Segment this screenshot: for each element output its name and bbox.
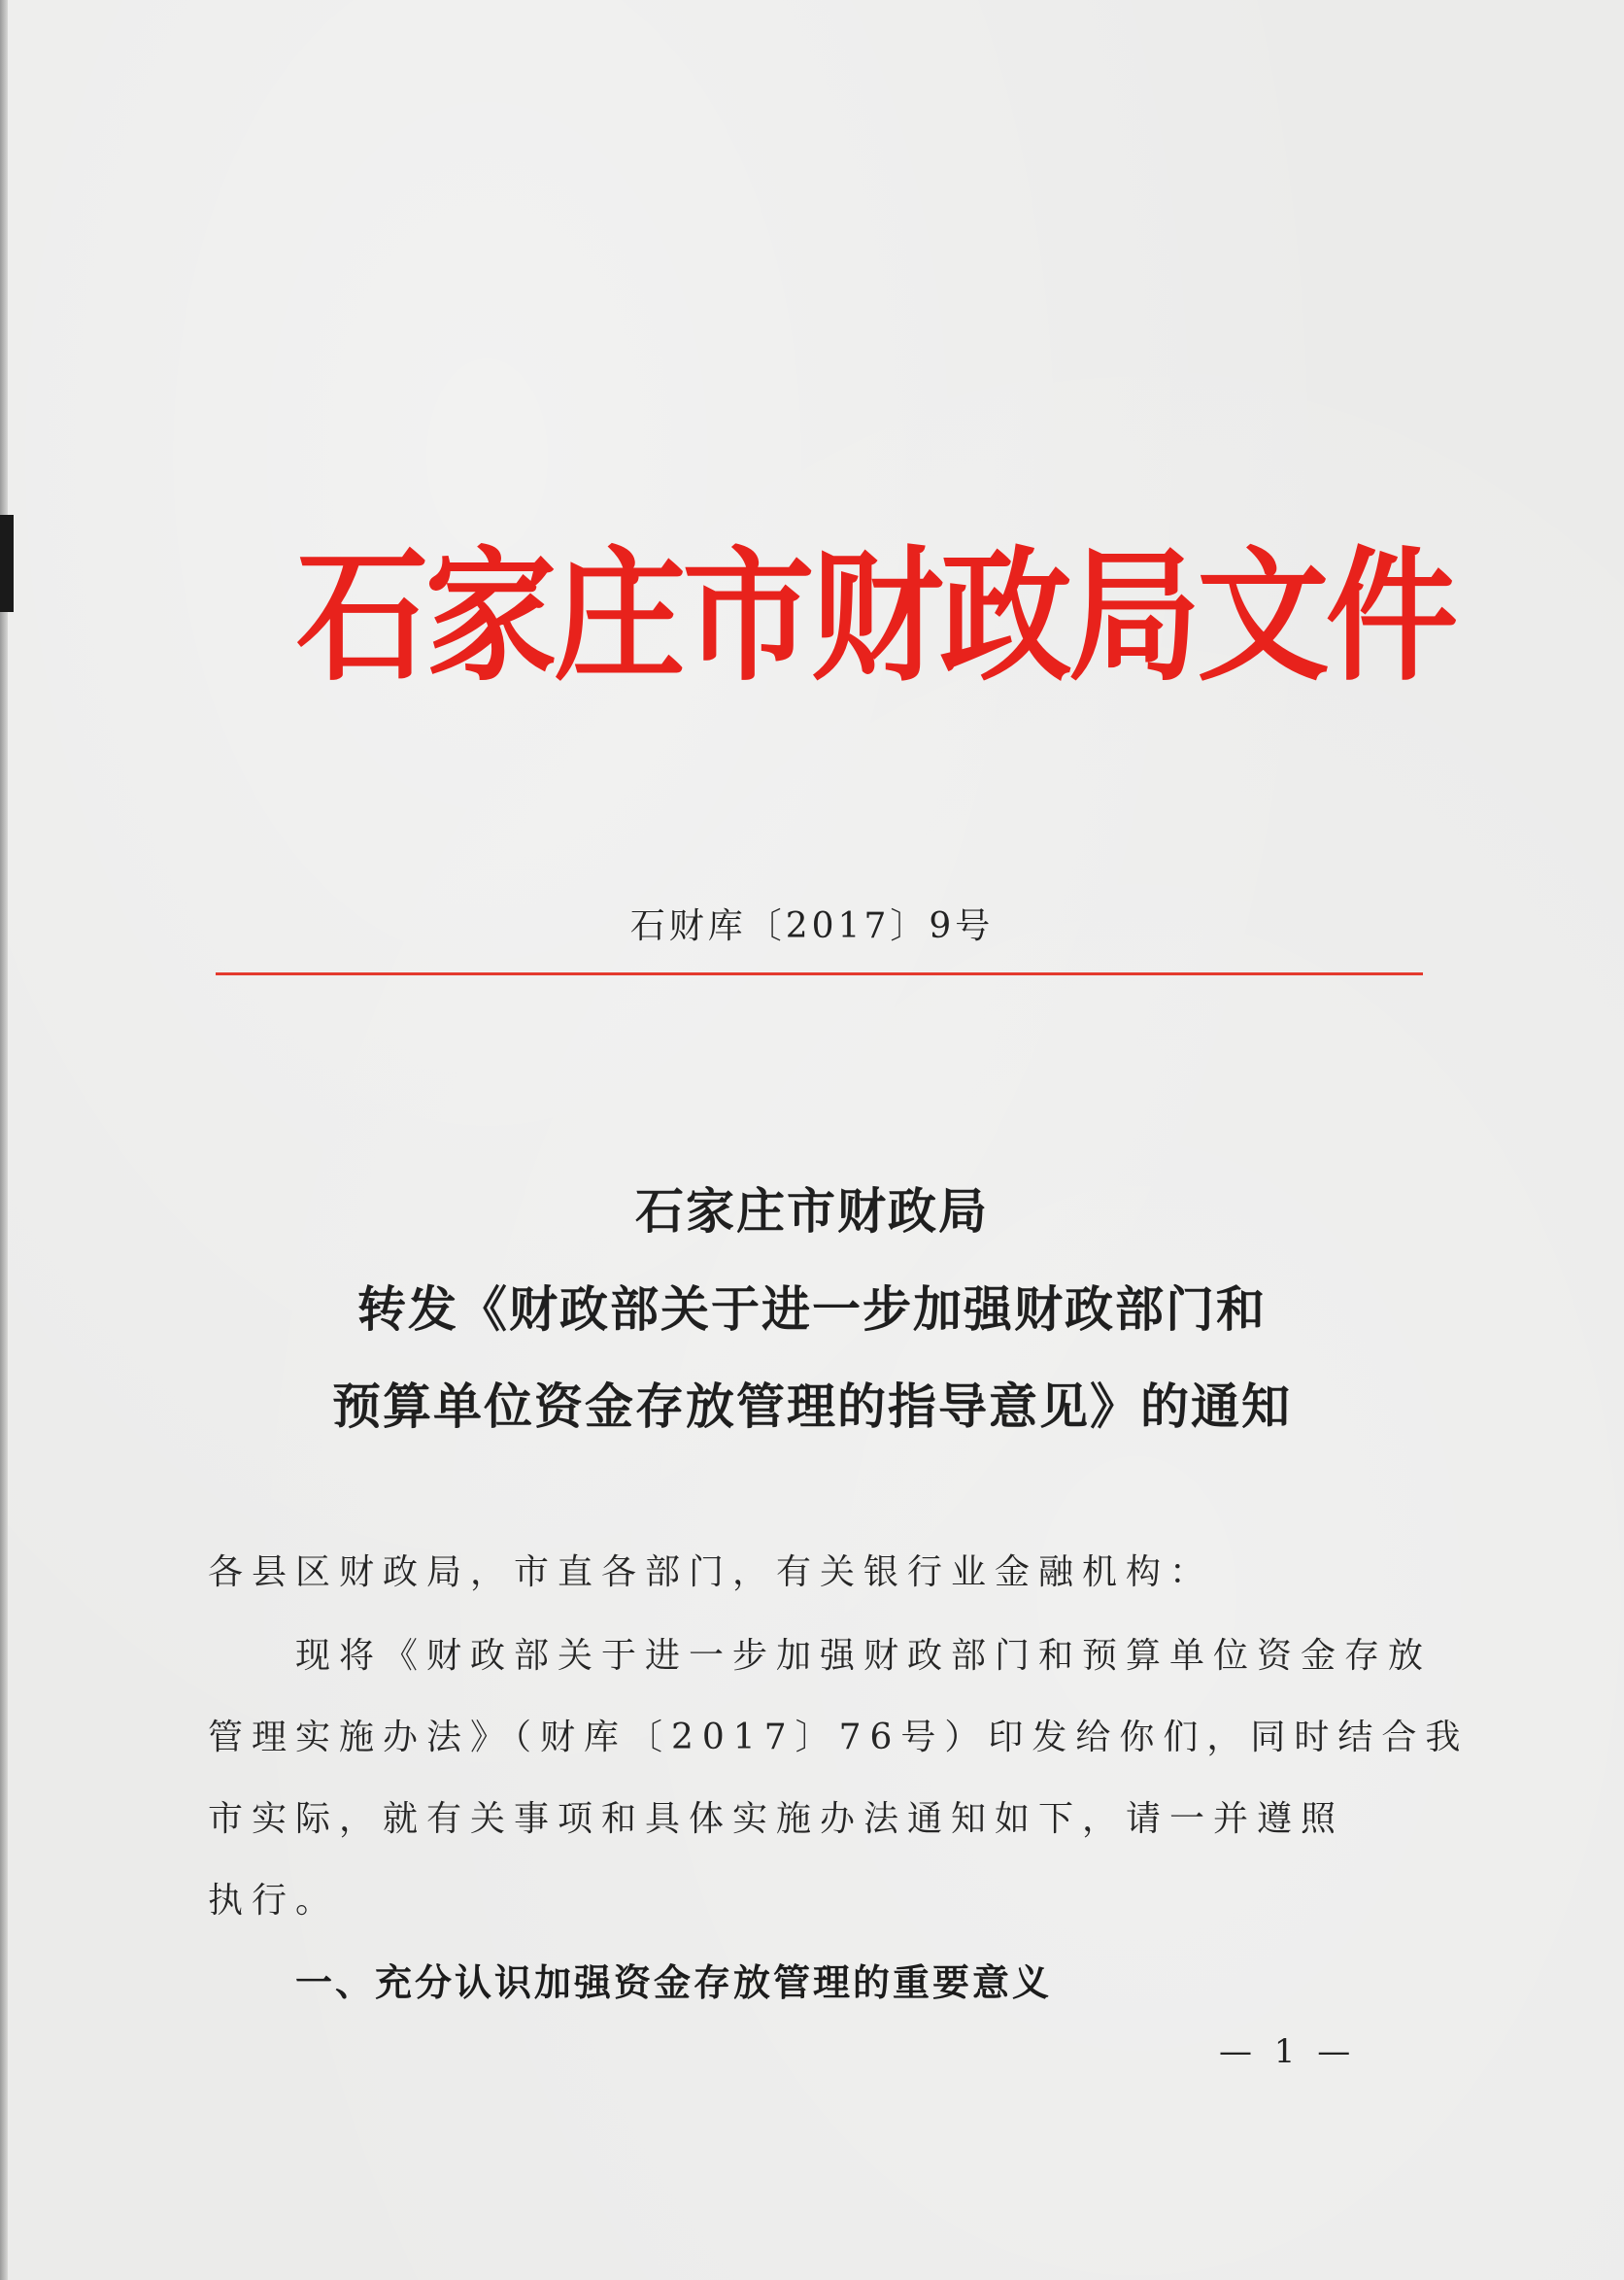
paragraph-line-4: 执行。 [208,1881,340,1921]
page-number: — 1 — [1219,2032,1357,2071]
binding-mark [0,515,14,612]
issuing-authority-header: 石家庄市财政局文件 [296,531,1455,700]
paragraph-line-3: 市实际，就有关事项和具体实施办法通知如下，请一并遵照 [208,1799,1345,1839]
red-divider-rule [216,972,1423,975]
document-number: 石财库〔2017〕9号 [629,906,995,946]
paragraph-line-2: 管理实施办法》（财库〔2017〕76号）印发给你们，同时结合我 [208,1718,1470,1757]
scan-left-edge [0,0,8,2280]
notice-title-line-3: 预算单位资金存放管理的指导意见》的通知 [332,1378,1292,1435]
section-heading: 一、充分认识加强资金存放管理的重要意义 [295,1960,1053,2004]
notice-title-line-2: 转发《财政部关于进一步加强财政部门和 [357,1280,1267,1338]
paragraph-line-1: 现将《财政部关于进一步加强财政部门和预算单位资金存放 [295,1636,1433,1676]
salutation: 各县区财政局，市直各部门，有关银行业金融机构： [208,1552,1214,1592]
notice-title-line-1: 石家庄市财政局 [635,1182,989,1240]
